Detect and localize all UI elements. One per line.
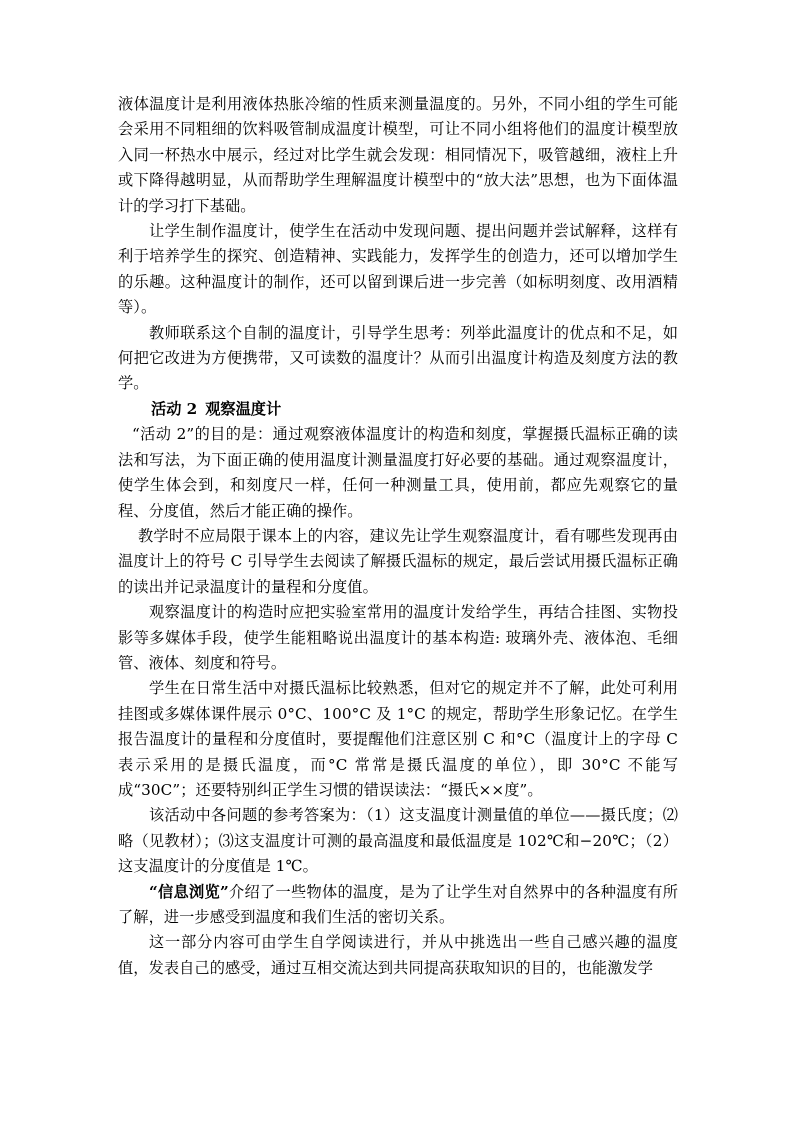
activity-heading: [118, 397, 678, 422]
paragraph-make-thermometer: 让学生制作温度计，使学生在活动中发现问题、提出问题并尝试解释，这样有利于培养学生的探究、创造精神、实践能力，发挥学生的创造力，还可以增加学生的乐趣。这种温度计的制作，还可以留到课后进一步完善（如标明刻度、改用酒精等）。: [118, 222, 678, 317]
paragraph-activity-goal: “活动 2”的目的是：通过观察液体温度计的构造和刻度，掌握摄氏温标正确的读法和写法，为下面正确的使用温度计测量温度打好必要的基础。通过观察温度计，使学生体会到，和刻度尺一样，任何一种测量工具，使用前，都应先观察它的量程、分度值，然后才能正确的操作。: [118, 425, 678, 520]
document-page: [118, 92, 678, 981]
paragraph-liquid-thermometer: 液体温度计是利用液体热胀冷缩的性质来测量温度的。另外，不同小组的学生可能会采用不同粗细的饮料吸管制成温度计模型，可让不同小组将他们的温度计模型放入同一杯热水中展示，经过对比学生就会发现：相同情况下，吸管越细，液柱上升或下降得越明显，从而帮助学生理解温度计模型中的“放大法”思想，也为下面体温计的学习打下基础。: [118, 95, 678, 215]
paragraph-celsius-scale: 学生在日常生活中对摄氏温标比较熟悉，但对它的规定并不了解，此处可利用挂图或多媒体课件展示 0°C、100°C 及 1°C 的规定，帮助学生形象记忆。在学生报告温度计的量程和分度值时，要提醒他们注意区别 C 和°C（温度计上的字母 C 表示采用的是摄氏温度，而°C 常常是摄氏温度的单位），即 30°C 不能写成“30C”；还要特别纠正学生习惯的错误读法：“摄氏××度”。: [118, 679, 678, 799]
paragraph-self-study: 这一部分内容可由学生自学阅读进行，并从中挑选出一些自己感兴趣的温度值，发表自己的感受，通过互相交流达到共同提高获取知识的目的，也能激发学: [118, 933, 678, 977]
info-browse-text: 介绍了一些物体的温度，是为了让学生对自然界中的各种温度有所了解，进一步感受到温度和我们生活的密切关系。: [118, 882, 678, 926]
info-browse-title: “信息浏览”: [149, 882, 229, 901]
paragraph-teacher-guidance: 教师联系这个自制的温度计，引导学生思考：列举此温度计的优点和不足，如何把它改进为方便携带，又可读数的温度计？从而引出温度计构造及刻度方法的教学。: [118, 323, 678, 393]
activity-label: 活动 2: [151, 399, 198, 418]
paragraph-reference-answers: 该活动中各问题的参考答案为：（1）这支温度计测量值的单位——摄氏度；⑵略（见教材）；⑶这支温度计可测的最高温度和最低温度是 102℃和−20℃；（2）这支温度计的分度值是 1℃。: [118, 806, 678, 876]
paragraph-info-browse: [118, 880, 678, 931]
paragraph-observe-structure: 观察温度计的构造时应把实验室常用的温度计发给学生，再结合挂图、实物投影等多媒体手段，使学生能粗略说出温度计的基本构造: 玻璃外壳、液体泡、毛细管、液体、刻度和符号。: [118, 603, 678, 672]
activity-title: 观察温度计: [205, 399, 282, 418]
paragraph-teaching-approach: 教学时不应局限于课本上的内容，建议先让学生观察温度计，看有哪些发现再由温度计上的符号 C 引导学生去阅读了解摄氏温标的规定，最后尝试用摄氏温标正确的读出并记录温度计的量程和分度值。: [118, 526, 678, 596]
